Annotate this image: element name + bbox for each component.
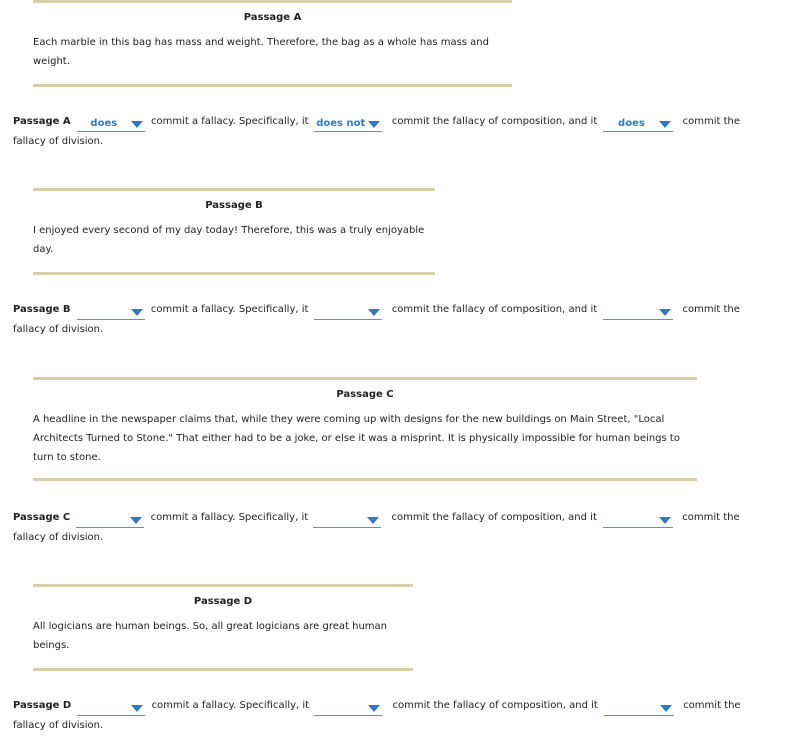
passage-text: I enjoyed every second of my day today! Therefore, this was a truly enjoyable day. xyxy=(33,225,425,255)
sentence-text: commit the xyxy=(682,512,740,523)
fallacy-dropdown[interactable] xyxy=(77,306,145,320)
passage-text: Each marble in this bag has mass and weight. Therefore, the bag as a whole has mass and weight. xyxy=(33,37,489,67)
passage-a-box xyxy=(33,0,512,87)
divider xyxy=(33,84,512,87)
sentence-text: commit a fallacy. Specifically, it xyxy=(150,304,309,315)
division-dropdown[interactable]: does xyxy=(603,118,673,132)
sentence-text: commit the fallacy of composition, and it xyxy=(391,512,597,523)
sentence-text: commit the fallacy of composition, and it xyxy=(391,116,598,127)
chevron-down-icon xyxy=(659,517,671,524)
passage-c-box xyxy=(33,377,697,481)
passage-title: Passage B xyxy=(205,200,263,211)
fallacy-dropdown[interactable] xyxy=(76,514,144,528)
chevron-down-icon xyxy=(131,705,143,712)
composition-dropdown[interactable]: does not xyxy=(314,118,382,132)
sentence-text: commit a fallacy. Specifically, it xyxy=(150,512,309,523)
passage-text: All logicians are human beings. So, all great logicians are great human beings. xyxy=(33,621,387,651)
divider xyxy=(33,584,413,587)
division-dropdown[interactable] xyxy=(604,702,674,716)
passage-text: A headline in the newspaper claims that, while they were coming up with designs for the new buildings on Main Street, "Local Architects Turned to Stone." That either had to be a joke, or else it was a misprint. It is physically impossible for human beings to turn to stone. xyxy=(33,414,680,463)
sentence-text: commit the xyxy=(682,116,741,127)
composition-dropdown[interactable] xyxy=(314,306,382,320)
chevron-down-icon xyxy=(368,309,380,316)
division-dropdown[interactable] xyxy=(603,514,673,528)
divider xyxy=(33,478,697,481)
sentence-text: commit a fallacy. Specifically, it xyxy=(151,700,310,711)
question-label: Passage A xyxy=(13,116,71,127)
chevron-down-icon xyxy=(368,705,380,712)
passage-title: Passage C xyxy=(336,389,394,400)
passage-title: Passage A xyxy=(243,12,302,23)
question-passage-d xyxy=(13,696,763,735)
question-label: Passage C xyxy=(13,512,71,523)
chevron-down-icon xyxy=(131,309,143,316)
sentence-text: fallacy of division. xyxy=(13,324,104,335)
sentence-text: commit the xyxy=(683,700,741,711)
sentence-text: commit the xyxy=(682,304,740,315)
divider xyxy=(33,377,697,380)
sentence-text: fallacy of division. xyxy=(13,136,104,147)
chevron-down-icon xyxy=(367,517,379,524)
sentence-text: commit a fallacy. Specifically, it xyxy=(151,116,309,127)
chevron-down-icon xyxy=(131,121,143,128)
question-passage-b xyxy=(13,300,763,339)
fallacy-dropdown[interactable] xyxy=(77,702,145,716)
composition-dropdown[interactable] xyxy=(314,702,382,716)
passage-title: Passage D xyxy=(193,596,253,607)
question-label: Passage D xyxy=(13,700,72,711)
chevron-down-icon xyxy=(368,121,380,128)
question-passage-c xyxy=(13,508,763,547)
chevron-down-icon xyxy=(130,517,142,524)
chevron-down-icon xyxy=(659,121,671,128)
sentence-text: fallacy of division. xyxy=(13,720,104,731)
sentence-text: commit the fallacy of composition, and it xyxy=(391,304,598,315)
division-dropdown[interactable] xyxy=(603,306,673,320)
divider xyxy=(33,0,512,3)
question-passage-a xyxy=(13,112,763,151)
fallacy-dropdown[interactable]: does xyxy=(77,118,145,132)
composition-dropdown[interactable] xyxy=(313,514,381,528)
divider xyxy=(33,272,435,275)
passage-d-box xyxy=(33,584,413,671)
chevron-down-icon xyxy=(659,309,671,316)
divider xyxy=(33,668,413,671)
question-label: Passage B xyxy=(13,304,71,315)
sentence-text: fallacy of division. xyxy=(13,532,104,543)
passage-b-box xyxy=(33,188,435,275)
divider xyxy=(33,188,435,191)
sentence-text: commit the fallacy of composition, and it xyxy=(392,700,598,711)
chevron-down-icon xyxy=(660,705,672,712)
